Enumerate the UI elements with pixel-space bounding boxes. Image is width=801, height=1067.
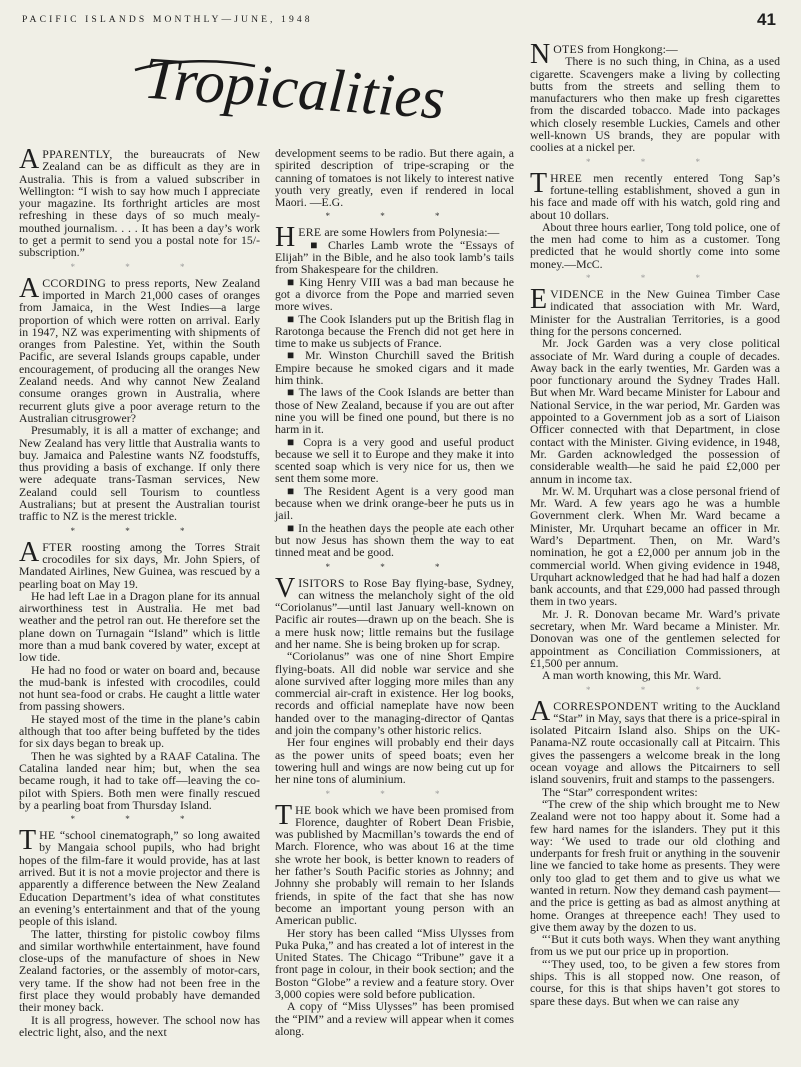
howler-item: ■ The Cook Islanders put up the British flag in Rarotonga because the French did not get here in time to make us subjects of France. <box>275 311 514 351</box>
separator: * * * <box>70 525 209 536</box>
item-cinematograph <box>19 825 260 929</box>
title-lettering <box>135 40 447 140</box>
item-oranges <box>19 272 260 425</box>
item-text: in the New Guinea Timber Case indicated that association with Mr. Ward, Minister for the Australian Territories, is a good thing for the persons concerned. <box>530 287 780 338</box>
running-head: PACIFIC ISLANDS MONTHLY—JUNE, 1948 <box>22 14 313 25</box>
item-text: roosting among the Torres Strait crocodiles for six days, Mr. John Spiers, of Mandated Airlines, New Guinea, was rescued by a pearling boat on May 19. <box>19 539 260 591</box>
page-number: 41 <box>757 10 776 29</box>
lead-word: VIDENCE <box>550 287 604 302</box>
item-text: to press reports, New Zealand imported in March 21,000 cases of oranges from Jamaica, in the West Indies—a large proportion of which were rotten on arrival. Early in 1947, NZ was experimenting with shipments of oranges from Palestine. Yet, within the South Pacific, are several Islands groups capable, under encouragement, of producing all the oranges New Zealand needs. And why cannot New Zealand consume oranges grown in Australia, where recurrent gluts give a poor average return to the Australian citrusgrower? <box>19 275 260 425</box>
lead-word: CORRESPONDENT <box>553 698 659 713</box>
lead-word: PPARENTLY, <box>42 147 113 161</box>
drop-cap: N <box>530 39 551 70</box>
drop-cap: T <box>19 825 37 857</box>
drop-cap: H <box>275 222 296 254</box>
paragraph: He had left Lae in a Dragon plane for its annual airworthiness test in Australia. He met bad weather and the petrol ran out. He therefore set the plane down on Turnagain “Island” which is little more than a mud bank covered by water, except at low tide. <box>19 588 260 665</box>
paragraph: A copy of “Miss Ulysses” has been promised the “PIM” and a review will appear when it comes along. <box>275 999 514 1038</box>
item-text: book which we have been promised from Florence, daughter of Robert Dean Frisbie, was published by Macmillan’s towards the end of March. Florence, who was about 16 at the time she wrote her book, is better known to readers of her father’s South Pacific stories as Johnny; and Johnny she probably will remain to her Islands friends, in spite of the fact that she has now become an important young person with an American public. <box>275 802 514 928</box>
drop-cap: T <box>275 799 293 831</box>
separator: * * * <box>586 273 724 284</box>
title-text: Tropicalities <box>141 44 447 132</box>
column-2 <box>275 147 514 1037</box>
separator: * * * <box>586 684 724 695</box>
howler-item: ■ Mr. Winston Churchill saved the British Empire because he smoked cigars and it made him think. <box>275 348 514 388</box>
drop-cap: T <box>530 167 548 199</box>
item-text: to Rose Bay flying-base, Sydney, can witness the melancholy sight of the old “Coriolanus”—until last January well-known on Pacific air routes—drawn up on the beach. She is a mere husk now; little remains but the fusilage and her name. She is being broken up for scrap. <box>275 575 514 651</box>
howler-item: ■ The laws of the Cook Islands are better than those of New Zealand, because if you are out after nine you will be fined one pound, but there is no harm in it. <box>275 385 514 437</box>
paragraph: A man worth knowing, this Mr. Ward. <box>542 668 722 683</box>
lead-word: HE <box>295 802 312 817</box>
drop-cap: A <box>19 144 40 175</box>
lead-word: FTER <box>42 539 73 554</box>
item-text: from Hongkong:— <box>583 42 678 56</box>
howler-item: ■ In the heathen days the people ate each other but now Jesus has shown them the way to eat tinned meat and be good. <box>275 520 514 560</box>
lead-word: HREE <box>550 170 583 185</box>
column-1 <box>19 144 260 1039</box>
paragraph: Mr. W. M. Urquhart was a close personal friend of Mr. Ward. A few years ago he was a humble Government clerk. When Mr. Ward became a Minister, Mr. Urquhart became an officer in Mr. Ward’s Department. Then, on Mr. Ward’s nomination, he got a £2,000 per annum job in the commercial world. When giving evidence in 1948, Urquhart acknowledged that he had had half a dozen bank accounts, and that £29,000 had passed through them in two years. <box>530 483 780 609</box>
drop-cap: V <box>275 572 296 604</box>
separator: * * * <box>586 156 724 167</box>
drop-cap: A <box>530 695 551 727</box>
howler-item: ■ The Resident Agent is a very good man because when we drink orange-beer he puts us in jail. <box>275 483 514 523</box>
lead-word: OTES <box>553 42 584 56</box>
paragraph: Her story has been called “Miss Ulysses from Puka Puka,” and has created a lot of interest in the United States. The Chicago “Tribune” gave it a front page in colour, in their book section; and the Boston “Globe” a review and a feature story. Over 3,000 copies were sold before publication. <box>275 925 514 1001</box>
item-spiers <box>19 536 260 591</box>
lead-word: HE <box>39 828 56 843</box>
paragraph: “The crew of the ship which brought me to New Zealand were not too happy about it. Some had a few hard names for the islanders. They put it this way: ‘We used to trade our old clothing and underpants for fresh fruit or anything in the souvenir line we fancied to take home as presents. They were only too glad to get them and to give us what we wanted in return. Now they demand cash payment—and the price is getting as bad as almost anything at home. Oranges at threepence each! They used to give them away by the dozen to us. <box>530 796 780 934</box>
drop-cap: A <box>19 536 40 568</box>
item-text: are some Howlers from Polynesia:— <box>321 225 500 240</box>
item-text: the bureaucrats of New Zealand can be as difficult as they are in Australia. This is from a valued subscriber in Wellington: “I wish to say how much I appreciate your magazine. Its forthright articles are most refreshing in these days of so much mealy-mouthed journalism. . . . It has been a day’s work to get a permit to send you a postal note for 15/- subscription.” <box>19 147 260 260</box>
column-3 <box>530 39 780 1008</box>
paragraph: It is all progress, however. The school now has electric light, also, and the next <box>19 1012 260 1039</box>
paragraph: Mr. J. R. Donovan became Mr. Ward’s private secretary, when Mr. Ward became a Minister. Mr. Donovan was one of the gentlemen selected for appointment as Conciliation Commissioners, at £1,500 per annum. <box>530 606 780 670</box>
separator: * * * <box>325 561 464 572</box>
paragraph: “‘They used, too, to be given a few stores from ships. This is all stopped now. One reason, of course, for this is that ships haven’t got stores to spare these days. But when we can raise any <box>530 956 780 1008</box>
howler-item: ■ Copra is a very good and useful product because we sell it to Europe and they make it into scented soap which is very nice for us, then we sent them some more. <box>275 434 514 486</box>
paragraph: Mr. Jock Garden was a very close political associate of Mr. Ward during a couple of decades. Away back in the early twenties, Mr. Garden was a poor functionary around the Sydney Trades Hall. But when Mr. Ward became Minister for Labour and National Service, in the war period, Mr. Garden was appointed to a Government job as a sort of Liaison Officer connected with that Department, in close contact with the Minister. Giving evidence, in 1948, Mr. Garden acknowledged the possession of considerable wealth—he said he paid £2,000 per annum in income tax. <box>530 336 780 486</box>
drop-cap: E <box>530 284 548 316</box>
item-text: “school cinematograph,” so long awaited by Mangaia school pupils, who had bright hopes of the film-fare it would provide, has at last arrived. But it is not a movie projector and there is apparently a difference between the New Zealand Education Department’s idea of what constitutes an evening’s entertainment and that of the young people of this island. <box>19 828 260 929</box>
paragraph: About three hours earlier, Tong told police, one of the men had come to him as a customer. Tong predicted that he would shortly come into some money.—McC. <box>530 219 780 271</box>
paragraph: He had no food or water on board and, because the mud-bank is infested with crocodiles, could not hunt sea-food or crabs. He caught a little water from passing showers. <box>19 662 260 714</box>
lead-word: ISITORS <box>298 575 345 590</box>
drop-cap: A <box>19 272 40 304</box>
separator: * * * <box>70 814 209 825</box>
paragraph: Then he was sighted by a RAAF Catalina. The Catalina landed near him; but, when the sea became rough, it had to take off—leaving the co-pilot with Spiers. Both men were finally rescued by a pearling boat from Thursday Island. <box>19 748 260 812</box>
paragraph: There is no such thing, in China, as a used cigarette. Scavengers make a living by collecting butts from the streets and selling them to manufacturers who then make up fresh cigarettes from the discarded tobacco. Made into packages which closely resemble Luckies, Camels and other well-known US brands, they are popular with coolies at a nickel per. <box>530 54 780 155</box>
item-pitcairn <box>530 695 780 787</box>
separator: * * * <box>325 788 464 799</box>
lead-word: ERE <box>298 225 322 240</box>
howler-item: ■ Charles Lamb wrote the “Essays of Elijah” in the Bible, and he also took lamb’s tails from Shakespeare for the children. <box>275 237 515 277</box>
paragraph: “Coriolanus” was one of nine Short Empire flying-boats. All did noble war service and she alone survived after logging more miles than any commercial air-craft in existence. Her log books, records and official nameplate have now been handed over to the managing-director of Qantas and join the company’s other historic relics. <box>275 649 514 738</box>
howler-item: ■ King Henry VIII was a bad man because he got a divorce from the Pope and married seven more wives. <box>275 274 514 314</box>
lead-word: CCORDING <box>42 275 107 290</box>
paragraph: “‘But it cuts both ways. When they want anything from us we put our price up in proportion. <box>530 932 780 959</box>
item-tong-sap <box>530 167 780 222</box>
separator: * * * <box>325 211 464 222</box>
paragraph: The “Star” correspondent writes: <box>542 784 698 799</box>
paragraph: development seems to be radio. But there again, a spirited description of tripe-scraping or the canning of tomatoes is not likely to interest native youth very greatly, even if rendered in local Maori. —E.G. <box>275 146 514 210</box>
paragraph: Her four engines will probably end their days as the power units of speed boats; even her towering hull and wings are now being cut up for her nine tons of aluminium. <box>275 735 514 787</box>
page-title <box>135 40 447 140</box>
item-timber-case <box>530 284 780 338</box>
item-text: writing to the Auckland “Star” in May, says that there is a price-spiral in isolated Pitcairn Island also. Ships on the UK-Panama-NZ route occasionally call at Pitcairn. This gives the passengers a welcome break in the long ocean voyage and allows the Pitcairners to sell island souvenirs, fruit and stamps to the passengers. <box>530 698 780 787</box>
item-book <box>275 799 514 928</box>
item-bureaucrats <box>19 144 260 260</box>
item-text: men recently entered Tong Sap’s fortune-telling establishment, shoved a gun in his face and made off with his watch, gold ring and about 10 dollars. <box>530 170 780 222</box>
item-coriolanus <box>275 572 514 651</box>
paragraph: Presumably, it is all a matter of exchange; and New Zealand has very little that Australia wants to buy. Jamaica and Palestine wants NZ foodstuffs, thus providing a basis of exchange. If only there were adequate trans-Tasman services, New Zealand could sell Tourism to countless Australians; but at present the Australian tourist traffic to NZ is the merest trickle. <box>19 423 260 524</box>
paragraph: He stayed most of the time in the plane’s cabin although that too after being buffeted by the tides for six days began to break up. <box>19 711 260 751</box>
separator: * * * <box>70 261 209 272</box>
paragraph: The latter, thirsting for pistolic cowboy films and similar worthwhile entertainment, have found close-ups of the manufacture of shoes in New Zealand factories, or the assembly of motor-cars, very tame. If the show had not been free in the first place they would probably have demanded their money back. <box>19 926 260 1015</box>
